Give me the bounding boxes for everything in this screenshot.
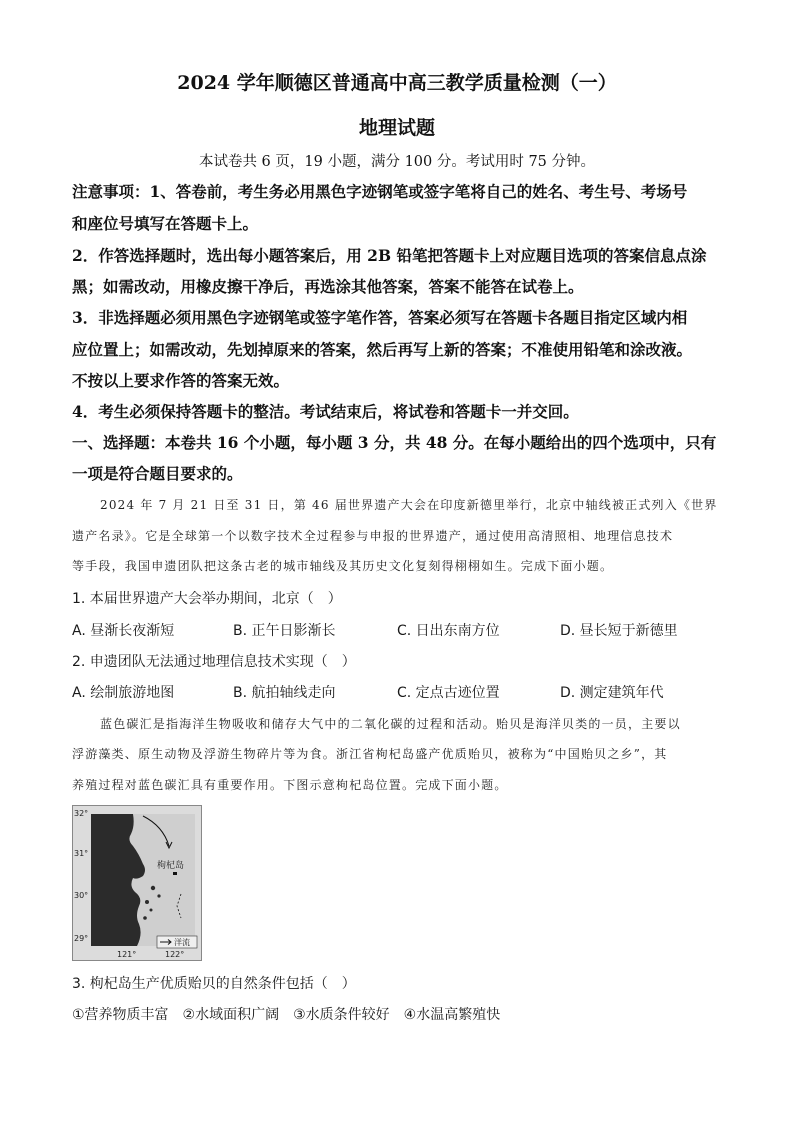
question-1-option-d[interactable]: D. 昼长短于新德里 xyxy=(560,623,678,639)
passage-1-line-2: 遗产名录》。它是全球第一个以数字技术全过程参与申报的世界遗产，通过使用高清照相、地理信息技术 xyxy=(72,529,674,543)
passage-1-line-1: 2024 年 7 月 21 日至 31 日，第 46 届世界遗产大会在印度新德里举行，北京中轴线被正式列入《世界 xyxy=(100,498,718,512)
lat-label-30: 30° xyxy=(74,891,89,900)
lat-label-31: 31° xyxy=(74,849,89,858)
question-3-stem: 3. 枸杞岛生产优质贻贝的自然条件包括（ ） xyxy=(72,976,356,992)
notice-item-3-line-1: 3．非选择题必须用黑色字迹钢笔或签字笔作答，答案必须写在答题卡各题目指定区域内相 xyxy=(72,308,688,327)
exam-title: 2024 学年顺德区普通高中高三教学质量检测（一） xyxy=(177,72,617,94)
notice-item-3-line-2: 应位置上；如需改动，先划掉原来的答案，然后再写上新的答案；不准使用铅笔和涂改液。 xyxy=(72,340,693,359)
question-2-option-b[interactable]: B. 航拍轴线走向 xyxy=(233,685,336,701)
island-label: 枸杞岛 xyxy=(157,861,185,871)
lon-label-121: 121° xyxy=(117,950,137,959)
map-svg xyxy=(73,806,201,960)
question-2-option-c[interactable]: C. 定点古迹位置 xyxy=(397,685,500,701)
passage-1-line-3: 等手段，我国申遗团队把这条古老的城市轴线及其历史文化复刻得栩栩如生。完成下面小题。 xyxy=(72,559,614,573)
exam-info: 本试卷共 6 页，19 小题，满分 100 分。考试用时 75 分钟。 xyxy=(198,154,596,170)
section-heading-line-1: 一、选择题：本卷共 16 个小题，每小题 3 分，共 48 分。在每小题给出的四个选项中，只有 xyxy=(72,433,717,452)
question-3-choices: ①营养物质丰富 ②水域面积广阔 ③水质条件较好 ④水温高繁殖快 xyxy=(72,1007,501,1023)
question-2-stem: 2. 申遗团队无法通过地理信息技术实现（ ） xyxy=(72,654,356,670)
question-1-option-b[interactable]: B. 正午日影渐长 xyxy=(233,623,336,639)
notice-item-3-line-3: 不按以上要求作答的答案无效。 xyxy=(72,371,290,390)
legend-label: 洋流 xyxy=(174,938,190,947)
question-2-option-a[interactable]: A. 绘制旅游地图 xyxy=(72,685,175,701)
passage-2-line-2: 浮游藻类、原生动物及浮游生物碎片等为食。浙江省枸杞岛盛产优质贻贝，被称为“中国贻贝之乡”，其 xyxy=(72,747,668,761)
question-1-option-a[interactable]: A. 昼渐长夜渐短 xyxy=(72,623,175,639)
notice-line-2: 和座位号填写在答题卡上。 xyxy=(72,214,259,233)
island-marker xyxy=(173,872,177,875)
section-heading-line-2: 一项是符合题目要求的。 xyxy=(72,464,243,483)
lat-label-32: 32° xyxy=(74,809,89,818)
question-1-option-c[interactable]: C. 日出东南方位 xyxy=(397,623,500,639)
passage-2-line-3: 养殖过程对蓝色碳汇具有重要作用。下图示意枸杞岛位置。完成下面小题。 xyxy=(72,778,508,792)
notice-item-4: 4．考生必须保持答题卡的整洁。考试结束后，将试卷和答题卡一并交回。 xyxy=(72,402,579,421)
question-1-stem: 1. 本届世界遗产大会举办期间，北京（ ） xyxy=(72,591,342,607)
notice-line-1: 注意事项：1、答卷前，考生务必用黑色字迹钢笔或签字笔将自己的姓名、考生号、考场号 xyxy=(72,182,688,201)
lon-label-122: 122° xyxy=(165,950,185,959)
question-2-option-d[interactable]: D. 测定建筑年代 xyxy=(560,685,664,701)
subject-title: 地理试题 xyxy=(358,117,435,139)
passage-2-line-1: 蓝色碳汇是指海洋生物吸收和储存大气中的二氧化碳的过程和活动。贻贝是海洋贝类的一员，主要以 xyxy=(100,717,681,731)
lat-label-29: 29° xyxy=(74,934,89,943)
island-location-map xyxy=(72,805,202,961)
notice-item-2-line-2: 黑；如需改动，用橡皮擦干净后，再选涂其他答案，答案不能答在试卷上。 xyxy=(72,277,584,296)
notice-item-2-line-1: 2．作答选择题时，选出每小题答案后，用 2B 铅笔把答题卡上对应题目选项的答案信息点涂 xyxy=(72,246,707,265)
